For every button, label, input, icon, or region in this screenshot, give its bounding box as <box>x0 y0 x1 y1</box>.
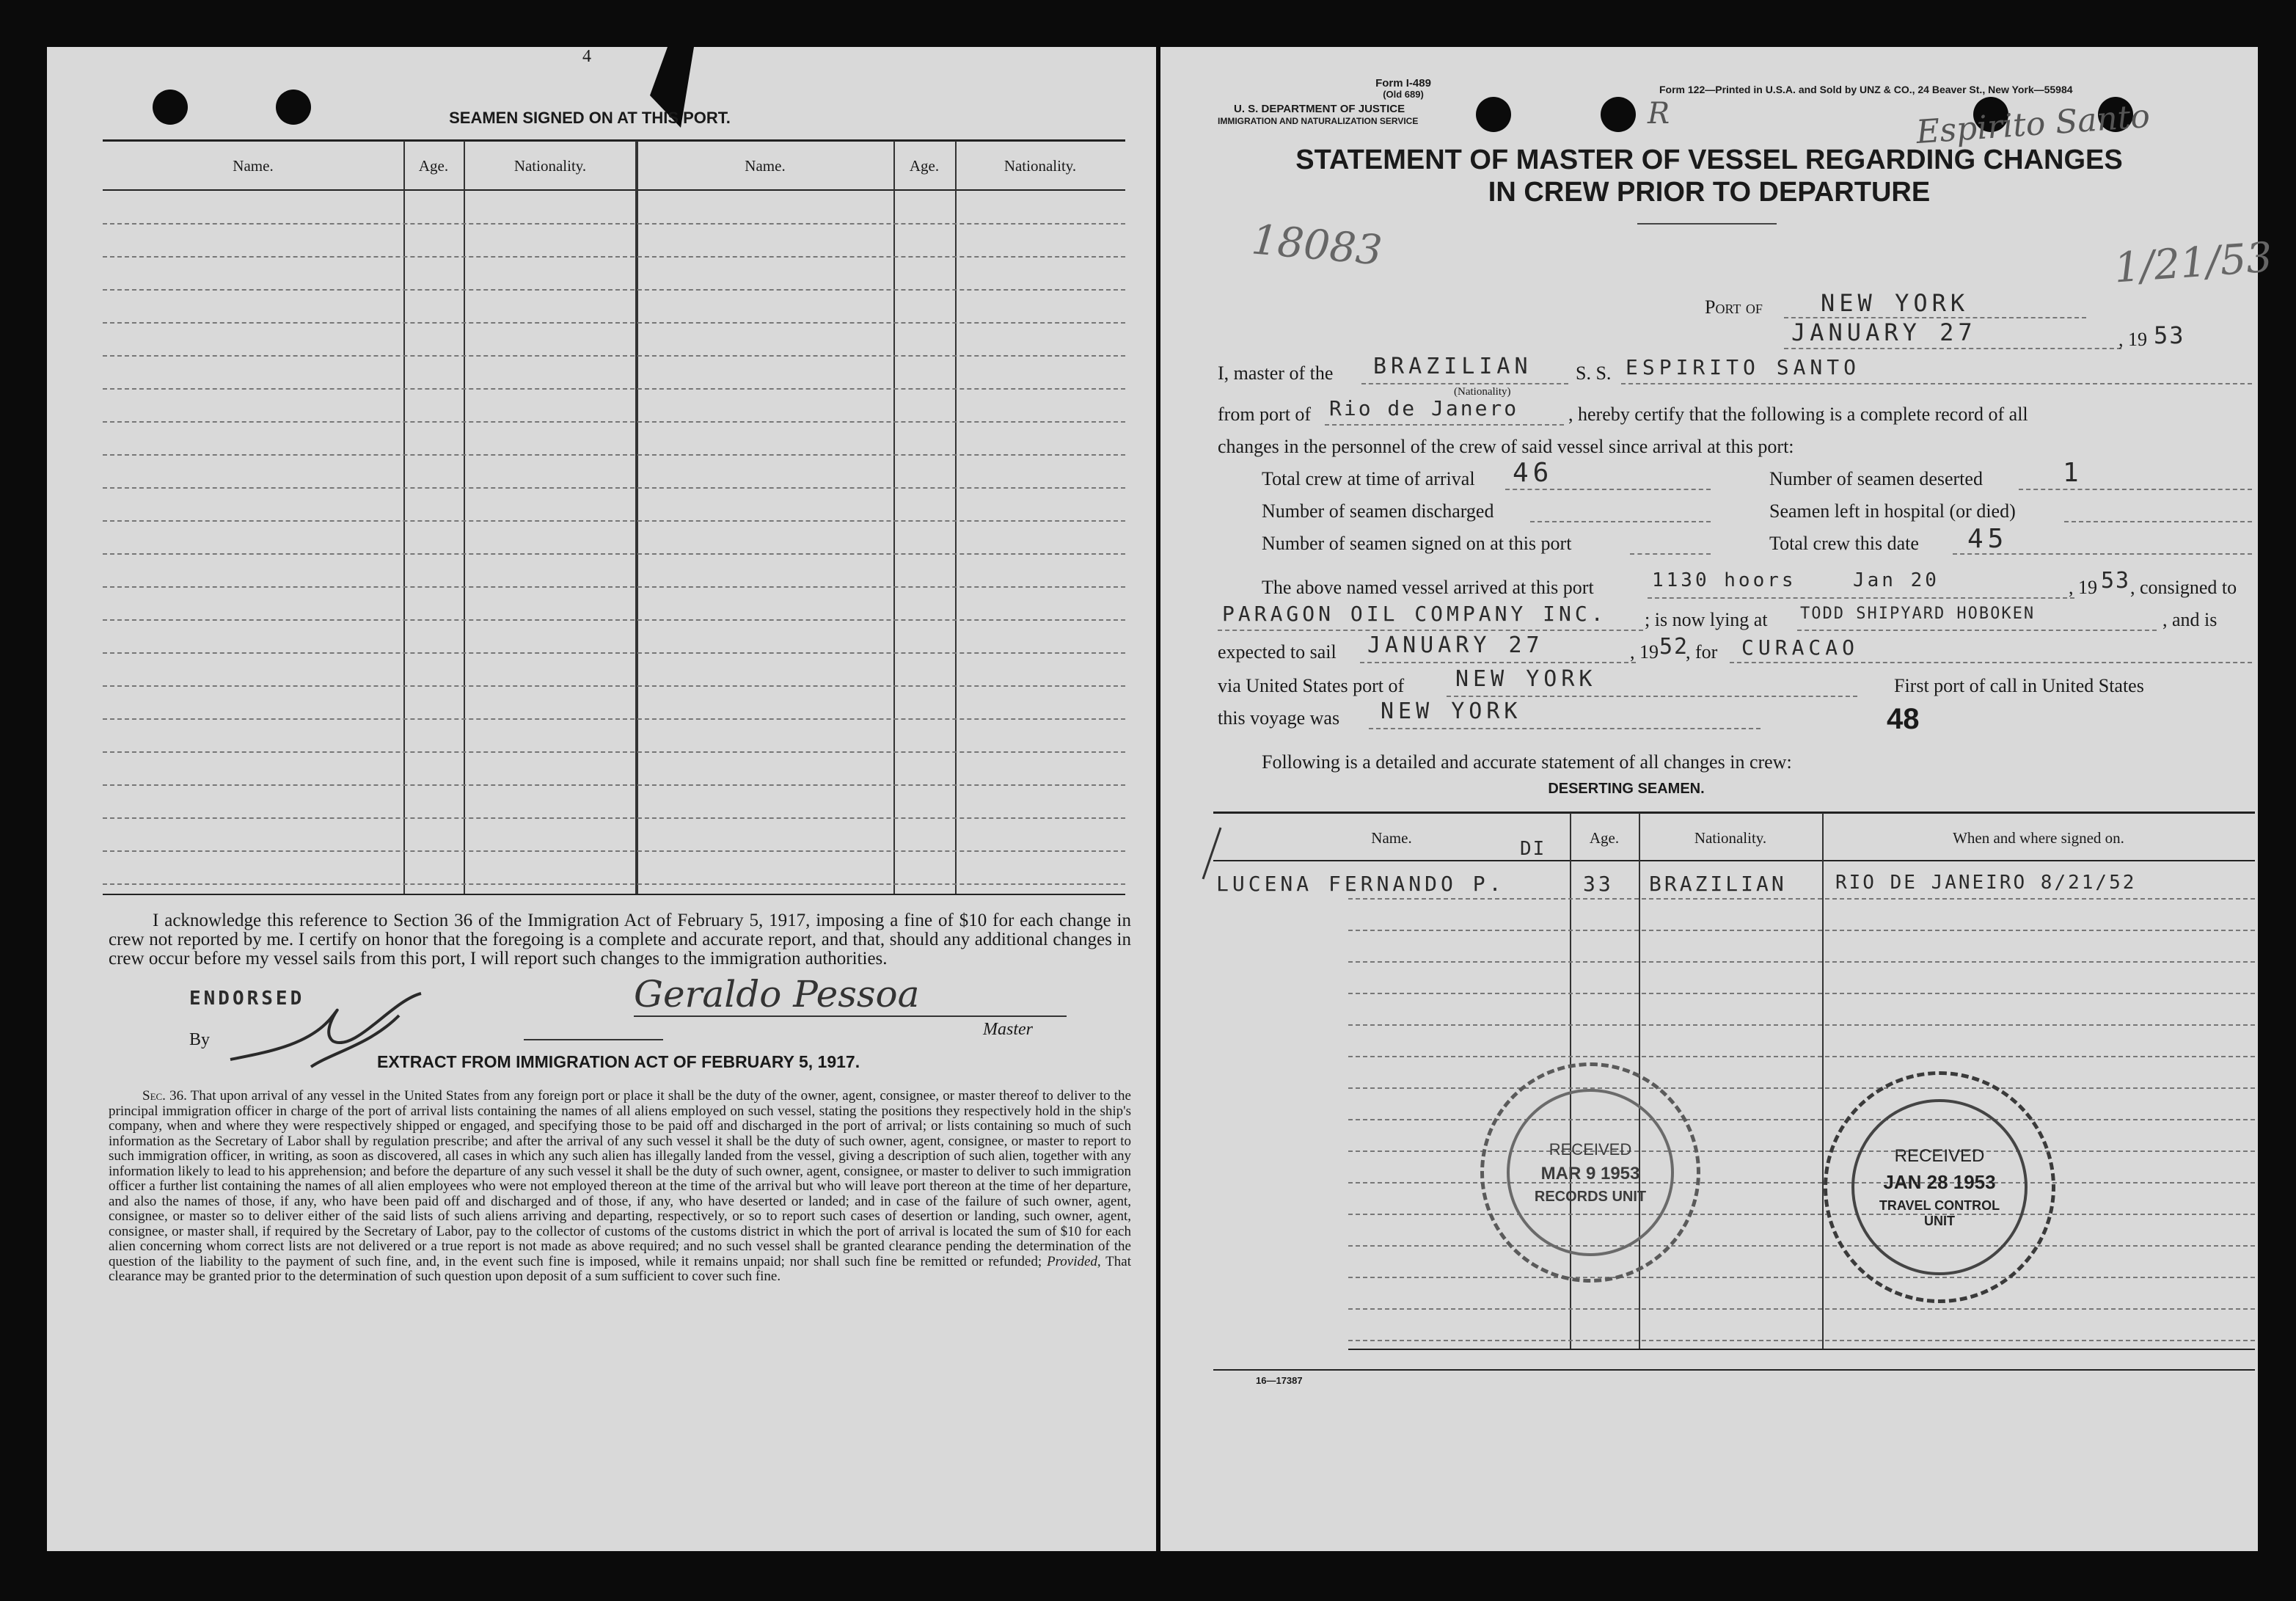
signed-on-label: Number of seamen signed on at this port <box>1262 533 1572 554</box>
ruled-line <box>103 553 1125 555</box>
desert-table-top <box>1213 812 2255 814</box>
lying-line <box>1797 630 2157 631</box>
section-36-text <box>109 1089 1131 1285</box>
title-line-2: IN CREW PRIOR TO DEPARTURE <box>1488 177 1931 208</box>
lying-label: ; is now lying at <box>1645 609 1768 630</box>
ruled-line <box>103 256 1125 258</box>
consigned-label: , consigned to <box>2130 577 2237 598</box>
via-line <box>1447 696 1857 697</box>
footer-code: 16—17387 <box>1256 1375 1303 1386</box>
stamp-records-line1: RECEIVED <box>1549 1139 1632 1159</box>
arrived-time: 1130 hoors <box>1652 569 1796 591</box>
deserted-line <box>2019 489 2252 490</box>
master-of-label: I, master of the <box>1218 362 1334 384</box>
consignee: PARAGON OIL COMPANY INC. <box>1222 602 1607 626</box>
master-label: Master <box>983 1020 1033 1039</box>
deserter-nationality: BRAZILIAN <box>1649 872 1787 896</box>
stamp-travel-line1: RECEIVED <box>1894 1145 1985 1166</box>
col-age: Age. <box>909 157 940 175</box>
ruled-line <box>103 784 1125 786</box>
nationality-caption: (Nationality) <box>1454 386 1511 398</box>
ruled-line <box>1348 1214 2255 1215</box>
service-name: IMMIGRATION AND NATURALIZATION SERVICE <box>1218 116 1419 126</box>
ruled-line <box>1348 1308 2255 1310</box>
ruled-line <box>103 652 1125 654</box>
file-number: 18083 <box>1249 216 1384 275</box>
form-title <box>1160 144 2258 208</box>
hospital-label: Seamen left in hospital (or died) <box>1769 500 2016 522</box>
certify-text: , hereby certify that the following is a complete record of all <box>1568 404 2028 425</box>
stamp-records-date: MAR 9 1953 <box>1540 1163 1640 1184</box>
col-divider <box>893 141 895 894</box>
ruled-line <box>103 487 1125 489</box>
ruled-line <box>103 850 1125 852</box>
deserter-name: LUCENA FERNANDO P. <box>1216 872 1505 896</box>
total-date-label: Total crew this date <box>1769 533 1919 554</box>
ruled-line <box>1348 1277 2255 1278</box>
title-rule <box>1637 223 1777 225</box>
for-line <box>1730 662 2252 663</box>
section-body-end: That clearance may be granted prior to the determination of such question upon deposit of a sum sufficient to cover such fine. <box>109 1253 1131 1284</box>
sail-year-prefix: , 19 <box>1630 641 1659 663</box>
ruled-line <box>1348 1119 2255 1120</box>
nationality-value: BRAZILIAN <box>1373 354 1532 379</box>
ruled-line <box>1348 1024 2255 1026</box>
form-number-block <box>1312 78 1495 100</box>
acknowledgement-text: I acknowledge this reference to Section 36 of the Immigration Act of February 5, 1917, imposing a fine of $10 for each change in crew not reported by me. I certify on honor that the foregoing is a complete and accurate report, and that, should any additional changes in crew occur before my vessel sails from this port, I will report such changes to the immigration authorities. <box>109 911 1131 969</box>
ruled-line <box>1348 1340 2255 1341</box>
arrived-year: 53 <box>2101 568 2131 594</box>
form-number: Form I-489 <box>1375 77 1431 90</box>
ruled-line <box>1348 993 2255 994</box>
col-divider <box>635 141 638 894</box>
col-nationality: Nationality. <box>513 157 587 175</box>
stamp-records-unit: RECORDS UNIT <box>1534 1188 1647 1205</box>
right-page <box>1160 47 2274 1551</box>
nationality-line <box>1361 383 1568 384</box>
form-old: (Old 689) <box>1383 89 1424 100</box>
following-text: Following is a detailed and accurate statement of all changes in crew: <box>1262 751 1792 773</box>
ruled-line <box>1348 930 2255 931</box>
ruled-line <box>103 520 1125 522</box>
deserter-age: 33 <box>1583 872 1614 896</box>
stamp-travel-date: JAN 28 1953 <box>1883 1170 1996 1193</box>
ruled-line <box>103 289 1125 291</box>
ss-label: S. S. <box>1576 362 1612 384</box>
printer-note: Form 122—Printed in U.S.A. and Sold by UNZ & CO., 24 Beaver St., New York—55984 <box>1659 84 2073 95</box>
desert-col-nationality: Nationality. <box>1694 829 1767 847</box>
hospital-line <box>2064 521 2252 522</box>
total-arrival-line <box>1505 489 1711 490</box>
deserted-label: Number of seamen deserted <box>1769 468 1983 489</box>
left-page <box>47 47 1156 1551</box>
section-label: Sec. 36. <box>142 1088 187 1104</box>
endorsed-stamp: ENDORSED <box>189 988 305 1010</box>
for-value: CURACAO <box>1741 635 1860 660</box>
arrived-label: The above named vessel arrived at this port <box>1262 577 1594 598</box>
ruled-line <box>1348 961 2255 963</box>
arrived-line <box>1648 597 2074 599</box>
table-bottom-rule <box>103 894 1125 895</box>
col-divider <box>464 141 465 894</box>
table-top-rule <box>103 139 1125 142</box>
handwritten-ship-name: Espirito Santo <box>1915 97 2151 152</box>
col-divider <box>403 141 405 894</box>
from-port-line <box>1325 424 1564 426</box>
section-provided: Provided, <box>1046 1253 1101 1269</box>
year-value: 53 <box>2154 321 2185 349</box>
deserter-mark: DI <box>1520 838 1546 860</box>
total-arrival-value: 46 <box>1513 458 1554 488</box>
sail-line <box>1360 662 1636 663</box>
col-nationality: Nationality. <box>1003 157 1077 175</box>
consignee-line <box>1218 630 1643 631</box>
endorsed-by-label: By <box>189 1030 211 1049</box>
stamp-travel-unit2: UNIT <box>1924 1213 1955 1228</box>
ruled-line <box>103 421 1125 423</box>
section-body: That upon arrival of any vessel in the United States from any foreign port or place it shall be the duty of the owner, agent, consignee, or master thereof to deliver to the principal immigration officer in charge of the port of arrival lists containing the names of all aliens employed on such vessel, stating the positions they respectively hold in the ship's company, when and where they were respectively shipped or engaged, and specifying those to be paid off and discharged in the port of arrival; or lists containing so much of such information as the Secretary of Labor shall by regulation prescribe; and after the arrival of any such vessel it shall be the duty of such owner, agent, consignee, or master to report to such immigration officer, in writing, as soon as discovered, all cases in which any such alien has illegally landed from the vessel, giving a description of such alien, together with any information likely to lead to his apprehension; and before the departure of any such vessel it shall be the duty of such owner, agent, consignee, or master to deliver to such immigration officer a further list containing the names of all alien employees who were not employed thereon at the time of the arrival but who will leave port thereon at the time of her departure, and also the names of those, if any, who have been paid off and discharged and of those, if any, who have deserted or landed; and in case of the failure of such owner, agent, consignee, or master so to deliver either of the said lists of such aliens arriving and departing, respectively, or so to report such cases of desertion or landing, such owner, agent, consignee, or master shall, if required by the Secretary of Labor, pay to the collector of customs of the customs district in which the port of arrival is located the sum of $10 for each alien concerning whom correct lists are not delivered or a true report is not made as above required; and no such vessel shall be granted clearance pending the determination of the question of the liability to the payment of such fine, and, in the event such fine is imposed, while it remains unpaid; nor shall such fine be remitted or refunded; <box>109 1088 1131 1269</box>
deserting-heading: DESERTING SEAMEN. <box>1548 781 1705 797</box>
seamen-signed-heading: SEAMEN SIGNED ON AT THIS PORT. <box>449 109 731 127</box>
col-name: Name. <box>233 157 274 175</box>
col-divider <box>955 141 957 894</box>
side-date: 1/21/53 <box>2112 233 2274 293</box>
ruled-line <box>103 817 1125 819</box>
sail-value: JANUARY 27 <box>1367 632 1544 658</box>
arrived-year-prefix: , 19 <box>2069 577 2097 598</box>
desert-header-rule <box>1213 860 2255 861</box>
port-value: NEW YORK <box>1821 289 1970 317</box>
ruled-line <box>103 454 1125 456</box>
page-number: 4 <box>582 47 591 66</box>
signature-line <box>634 1015 1067 1017</box>
handwritten-mark: R <box>1648 97 1670 131</box>
ruled-line <box>103 619 1125 621</box>
punch-hole <box>1601 97 1636 132</box>
sail-label: expected to sail <box>1218 641 1337 663</box>
from-port-value: Rio de Janero <box>1329 396 1519 420</box>
and-is-label: , and is <box>2162 609 2218 630</box>
ruled-line <box>103 355 1125 357</box>
from-port-label: from port of <box>1218 404 1312 425</box>
signed-on-line <box>1630 553 1711 555</box>
title-line-1: STATEMENT OF MASTER OF VESSEL REGARDING CHANGES <box>1295 145 2123 175</box>
footer-rule <box>1213 1369 2255 1371</box>
via-value: NEW YORK <box>1455 666 1597 692</box>
voyage-line <box>1369 728 1761 729</box>
ruled-line <box>1348 1245 2255 1247</box>
col-name: Name. <box>745 157 786 175</box>
ruled-line <box>103 883 1125 885</box>
sail-year: 52 <box>1659 634 1689 660</box>
ruled-line <box>103 586 1125 588</box>
discharged-label: Number of seamen discharged <box>1262 500 1494 522</box>
desert-col-divider <box>1822 813 1824 1349</box>
lying-value: TODD SHIPYARD HOBOKEN <box>1800 605 2036 623</box>
date-line <box>1784 348 2121 349</box>
stamp-travel-unit: TRAVEL CONTROL <box>1879 1197 2000 1213</box>
desert-col-age: Age. <box>1589 829 1620 847</box>
department-name: U. S. DEPARTMENT OF JUSTICE <box>1234 103 1405 115</box>
date-value: JANUARY 27 <box>1791 318 1977 346</box>
ruled-line <box>1348 1056 2255 1057</box>
port-label: Port of <box>1705 296 1763 318</box>
desert-col-name: Name. <box>1371 829 1412 847</box>
received-records-stamp <box>1480 1062 1700 1283</box>
total-date-value: 45 <box>1967 524 2008 554</box>
deserter-signed-on: RIO DE JANEIRO 8/21/52 <box>1835 872 2137 894</box>
ruled-line <box>1348 1087 2255 1089</box>
table-header-rule <box>103 189 1125 191</box>
via-label: via United States port of <box>1218 675 1405 696</box>
changes-text: changes in the personnel of the crew of said vessel since arrival at this port: <box>1218 436 1794 457</box>
ruled-line <box>103 718 1125 720</box>
ship-name: ESPIRITO SANTO <box>1626 355 1861 379</box>
punch-hole <box>1476 97 1511 132</box>
voyage-value: NEW YORK <box>1381 699 1522 724</box>
total-arrival-label: Total crew at time of arrival <box>1262 468 1475 489</box>
ruled-line <box>103 223 1125 225</box>
ruled-line <box>103 685 1125 687</box>
ship-name-line <box>1621 383 2252 384</box>
ruled-line <box>103 322 1125 324</box>
desert-col-signed-on: When and where signed on. <box>1953 829 2124 847</box>
first-port-label: First port of call in United States <box>1894 675 2144 696</box>
extract-rule <box>524 1039 663 1040</box>
received-travel-stamp <box>1824 1071 2055 1303</box>
desert-table-bottom <box>1348 1349 2255 1350</box>
deserted-value: 1 <box>2063 458 2083 488</box>
ruled-line <box>103 751 1125 753</box>
extract-title: EXTRACT FROM IMMIGRATION ACT OF FEBRUARY 5, 1917. <box>377 1052 860 1071</box>
arrived-date: Jan 20 <box>1853 569 1939 591</box>
ruled-line <box>1348 898 2255 900</box>
stamp-number: 48 <box>1887 703 1920 735</box>
year-prefix: , 19 <box>2118 329 2147 350</box>
discharged-line <box>1530 521 1711 522</box>
col-age: Age. <box>418 157 449 175</box>
master-signature: Geraldo Pessoa <box>634 973 920 1015</box>
ruled-line <box>103 388 1125 390</box>
voyage-label: this voyage was <box>1218 707 1340 729</box>
for-label: , for <box>1686 641 1718 663</box>
